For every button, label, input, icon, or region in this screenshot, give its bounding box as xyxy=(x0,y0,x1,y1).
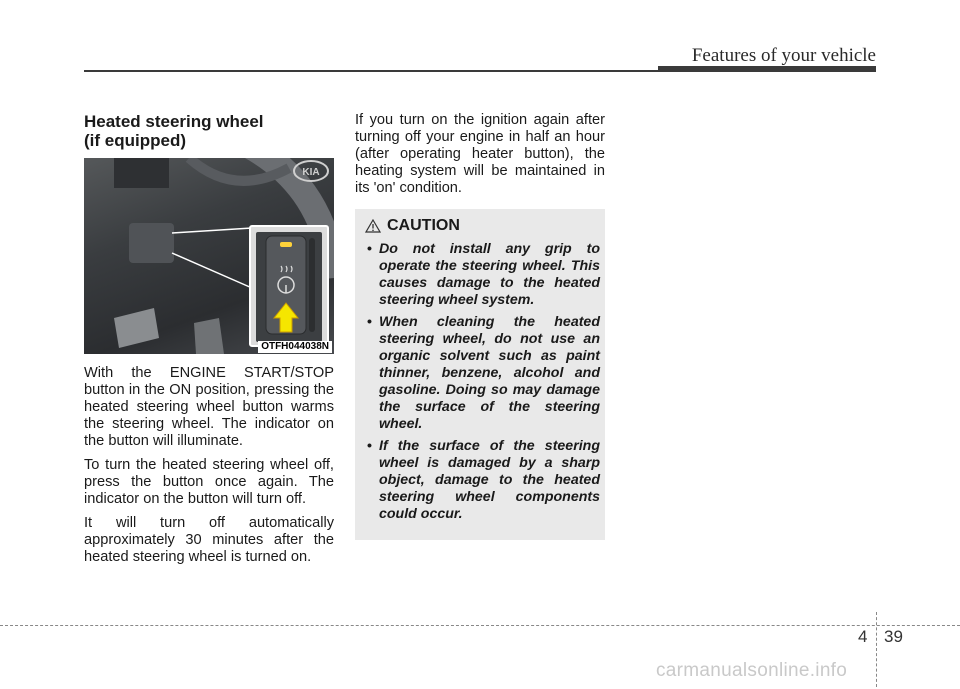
figure-caption: OTFH044038N xyxy=(258,341,332,353)
indicator-light xyxy=(280,242,292,247)
header-rule-accent xyxy=(658,66,876,72)
paragraph: With the ENGINE START/STOP button in the ON position, pressing the heated steering wheel button warms the steering wheel. The indicator on the button will illuminate. xyxy=(84,365,334,449)
footer-page-separator xyxy=(876,612,877,687)
left-paragraphs xyxy=(84,365,334,566)
caution-item: • If the surface of the steering wheel is damaged by a sharp object, damage to the heated steering wheel components could occur. xyxy=(365,438,600,523)
caution-item: • Do not install any grip to operate the steering wheel. This causes damage to the heated steering wheel system. xyxy=(365,241,600,309)
header-title: Features of your vehicle xyxy=(691,45,876,66)
paragraph: To turn the heated steering wheel off, press the button once again. The indicator on the button will turn off. xyxy=(84,457,334,507)
watermark: carmanualsonline.info xyxy=(656,660,848,681)
footer-divider xyxy=(0,625,960,626)
panel-slot xyxy=(309,238,315,332)
caution-header xyxy=(365,217,600,235)
caution-item: • When cleaning the heated steering wheel, do not use an organic solvent such as paint thinner, benzene, alcohol and gasoline. Doing so may damage the surface of the steering wheel. xyxy=(365,314,600,433)
section-title-line2: (if equipped) xyxy=(84,131,186,150)
kia-logo-text: KIA xyxy=(302,167,320,178)
paragraph: If you turn on the ignition again after turning off your engine in half an hour (after operating heater button), the heating system will be maintained in its 'on' condition. xyxy=(355,112,605,196)
pedal xyxy=(114,308,159,348)
switch-panel xyxy=(129,223,174,263)
section-title xyxy=(84,112,334,150)
warning-triangle-icon xyxy=(365,219,381,233)
caution-list xyxy=(365,241,600,523)
caution-box xyxy=(355,209,605,540)
dashboard-illustration xyxy=(84,158,334,354)
page-number: 39 xyxy=(884,627,903,646)
section-title-line1: Heated steering wheel xyxy=(84,112,264,131)
dashboard-figure xyxy=(84,158,334,354)
caution-label: CAUTION xyxy=(387,217,460,234)
left-column xyxy=(84,112,334,573)
callout-line xyxy=(172,253,252,288)
pedal xyxy=(194,318,224,354)
air-vent xyxy=(114,158,169,188)
paragraph: It will turn off automatically approximately 30 minutes after the heated steering wheel is turned on. xyxy=(84,515,334,565)
right-column xyxy=(355,112,605,540)
callout-line xyxy=(172,228,252,233)
chapter-number: 4 xyxy=(858,627,868,646)
